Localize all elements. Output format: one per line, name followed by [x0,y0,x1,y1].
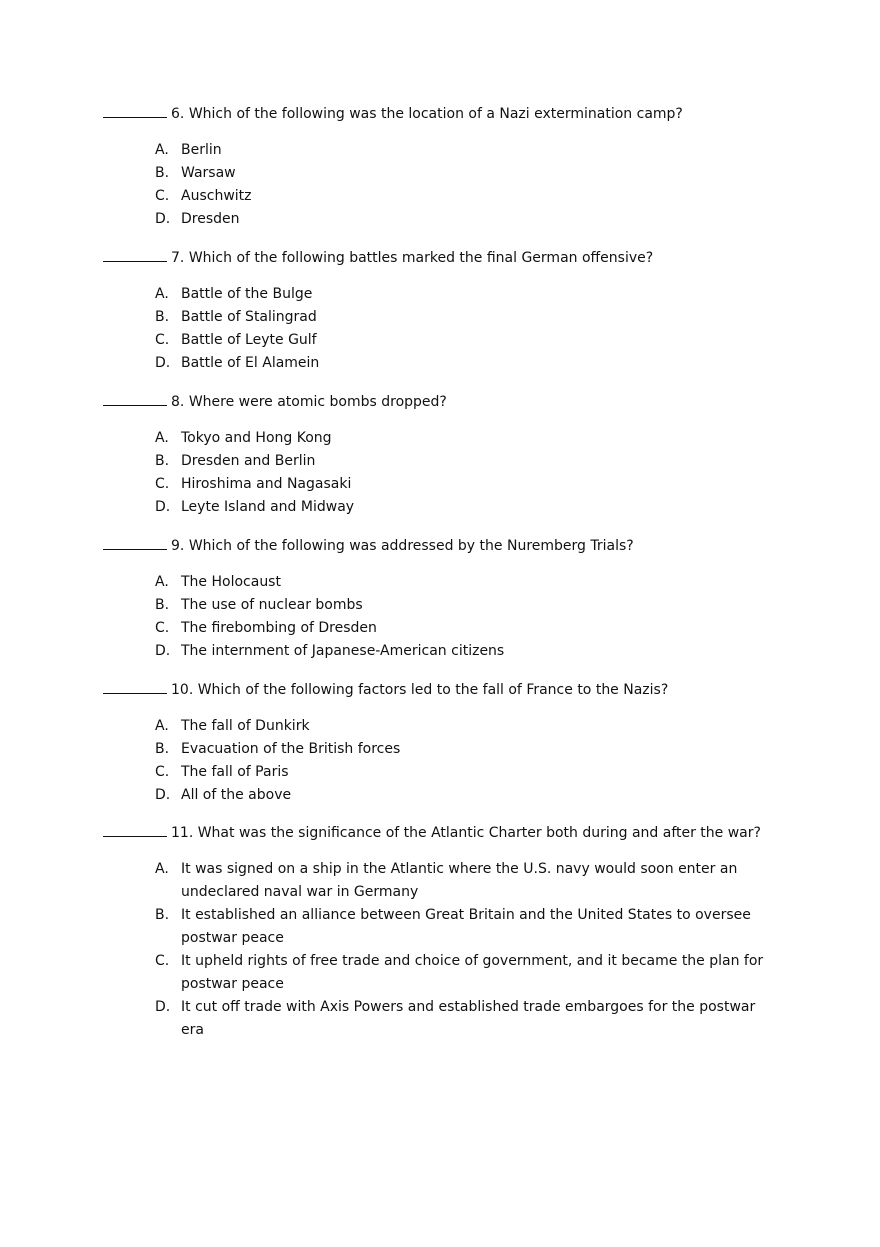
option-letter: D. [155,211,171,227]
option-text: Hiroshima and Nagasaki [181,476,352,492]
option-item [155,571,795,594]
option-text: Evacuation of the British forces [181,741,401,757]
option-text: Leyte Island and Midway [181,499,355,515]
option-item [155,594,795,617]
option-item [155,208,795,231]
option-text: The fall of Dunkirk [181,718,310,734]
question-text: Where were atomic bombs dropped? [188,394,447,410]
option-letter: D. [155,355,171,371]
option-item [155,738,795,761]
option-letter: C. [155,188,170,204]
option-letter: D. [155,787,171,803]
option-text: Battle of El Alamein [181,355,320,371]
option-item [155,640,795,663]
question-text: Which of the following was addressed by the Nuremberg Trials? [188,538,634,554]
option-letter: B. [155,165,170,181]
question-10 [103,680,803,700]
option-letter: A. [155,142,169,158]
option-letter: D. [155,499,171,515]
option-text: Tokyo and Hong Kong [181,430,332,446]
option-text: All of the above [181,787,292,803]
option-letter: D. [155,999,171,1015]
option-letter: A. [155,430,169,446]
option-item [155,185,795,208]
answer-blank[interactable] [103,823,167,837]
option-item [155,450,795,473]
option-letter: C. [155,620,170,636]
question-9 [103,536,803,556]
option-item [155,496,795,519]
question-number: 11. [171,825,194,841]
options-list-7 [155,283,795,375]
option-text: The Holocaust [181,574,281,590]
option-item [155,329,795,352]
option-text: Warsaw [181,165,236,181]
question-number: 6. [171,106,185,122]
option-item [155,473,795,496]
option-text: Battle of Stalingrad [181,309,317,325]
option-text: Dresden [181,211,240,227]
option-item [155,352,795,375]
option-letter: B. [155,907,170,923]
option-item [155,139,795,162]
option-item [155,904,765,950]
option-text: The fall of Paris [181,764,289,780]
option-text: Battle of Leyte Gulf [181,332,317,348]
question-text: Which of the following was the location of a Nazi extermination camp? [188,106,683,122]
option-item [155,715,795,738]
question-number: 10. [171,682,194,698]
option-text: The firebombing of Dresden [181,620,377,636]
option-text: It cut off trade with Axis Powers and established trade embargoes for the postwar era [181,999,756,1038]
option-item [155,617,795,640]
option-text: The internment of Japanese-American citizens [181,643,505,659]
option-text: Berlin [181,142,222,158]
option-letter: B. [155,741,170,757]
option-letter: C. [155,764,170,780]
answer-blank[interactable] [103,680,167,694]
answer-blank[interactable] [103,536,167,550]
answer-blank[interactable] [103,392,167,406]
option-letter: B. [155,453,170,469]
question-text: What was the significance of the Atlantic Charter both during and after the war? [197,825,761,841]
option-text: It upheld rights of free trade and choice of government, and it became the plan for postwar peace [181,953,764,992]
option-item [155,996,765,1042]
option-text: Dresden and Berlin [181,453,316,469]
option-letter: B. [155,597,170,613]
question-text: Which of the following factors led to the fall of France to the Nazis? [197,682,669,698]
option-text: The use of nuclear bombs [181,597,363,613]
answer-blank[interactable] [103,104,167,118]
option-text: It was signed on a ship in the Atlantic where the U.S. navy would soon enter an undeclared naval war in Germany [181,861,738,900]
option-letter: C. [155,476,170,492]
option-letter: A. [155,718,169,734]
question-number: 9. [171,538,185,554]
question-number: 7. [171,250,185,266]
question-7 [103,248,803,268]
option-item [155,784,795,807]
option-letter: B. [155,309,170,325]
option-item [155,858,765,904]
option-item [155,306,795,329]
option-letter: D. [155,643,171,659]
option-letter: A. [155,574,169,590]
option-item [155,162,795,185]
option-item [155,427,795,450]
question-11 [103,823,803,843]
options-list-9 [155,571,795,663]
option-letter: C. [155,953,170,969]
option-text: It established an alliance between Great Britain and the United States to oversee postwar peace [181,907,751,946]
question-text: Which of the following battles marked the final German offensive? [188,250,654,266]
question-8 [103,392,803,412]
answer-blank[interactable] [103,248,167,262]
option-letter: A. [155,286,169,302]
options-list-6 [155,139,795,231]
option-text: Battle of the Bulge [181,286,313,302]
option-item [155,761,795,784]
options-list-8 [155,427,795,519]
option-letter: C. [155,332,170,348]
option-letter: A. [155,861,169,877]
options-list-10 [155,715,795,807]
option-item [155,950,765,996]
option-item [155,283,795,306]
options-list-11 [155,858,765,1042]
question-6 [103,104,803,124]
option-text: Auschwitz [181,188,252,204]
question-number: 8. [171,394,185,410]
